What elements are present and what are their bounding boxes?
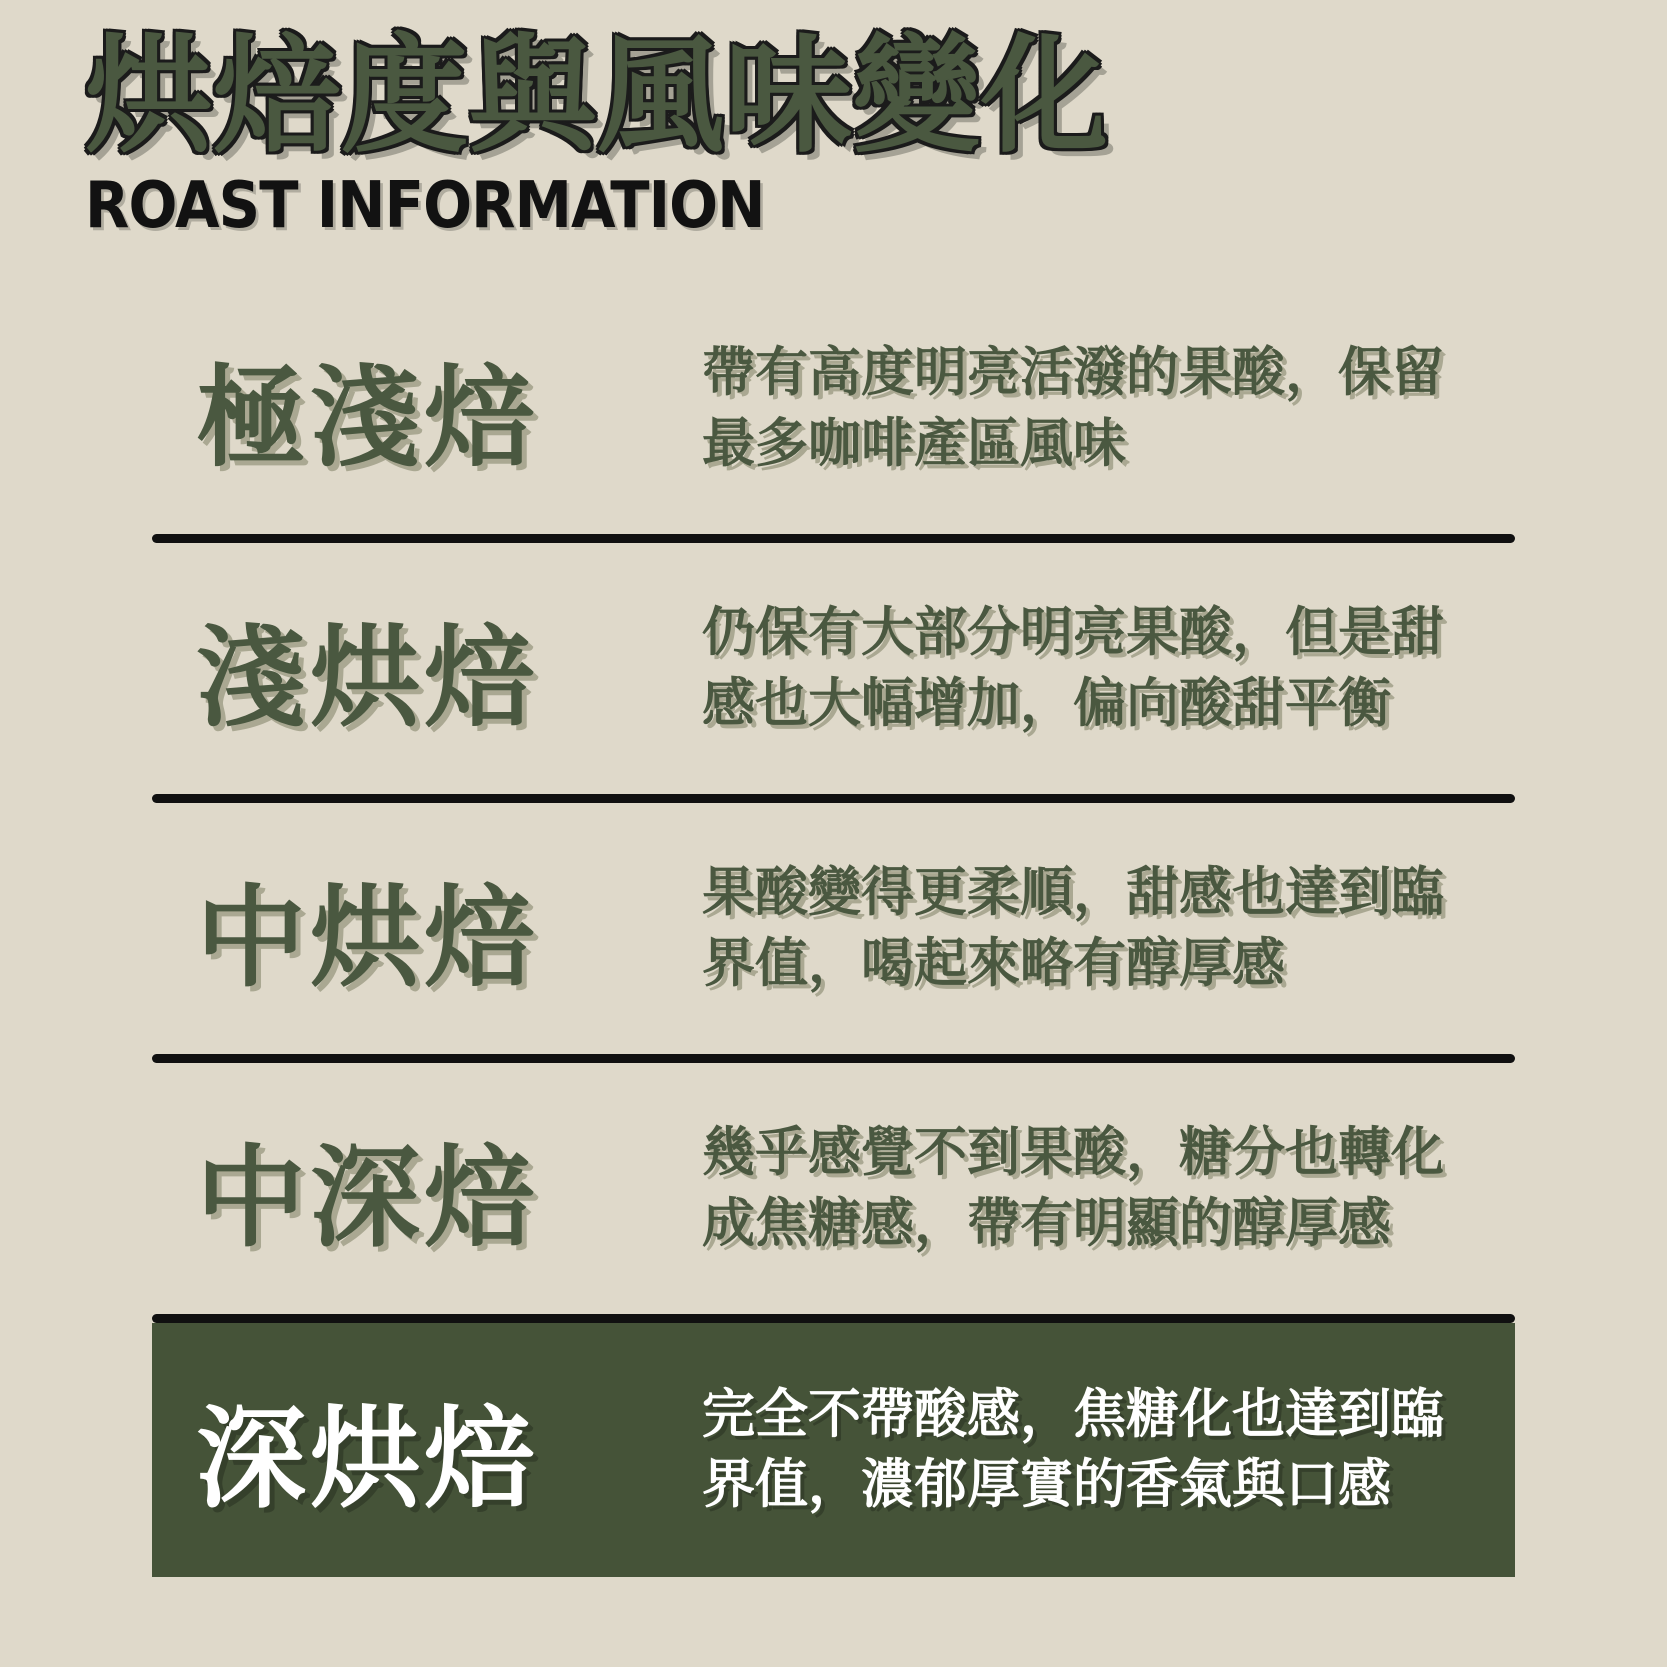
- row-divider: [152, 1054, 1515, 1063]
- roast-level-name: 中烘焙: [196, 873, 538, 1002]
- roast-level-name: 中深焙: [196, 1133, 538, 1262]
- roast-row-medium: [152, 803, 1515, 1054]
- roast-level-name: 淺烘焙: [196, 613, 538, 742]
- roast-row-medium-dark: [152, 1063, 1515, 1314]
- roast-level-description: 完全不帶酸感，焦糖化也達到臨界值，濃郁厚實的香氣與口感: [702, 1383, 1444, 1515]
- roast-row-extra-light: [152, 283, 1515, 534]
- roast-level-description: 仍保有大部分明亮果酸，但是甜感也大幅增加，偏向酸甜平衡: [702, 602, 1444, 734]
- roast-row-dark-highlighted: [152, 1323, 1515, 1577]
- row-divider: [152, 534, 1515, 543]
- roast-level-name: 深烘焙: [196, 1395, 538, 1523]
- row-divider: [152, 1314, 1515, 1323]
- roast-levels-table: [152, 283, 1515, 1577]
- header: [85, 22, 1110, 244]
- row-divider: [152, 794, 1515, 803]
- page-subtitle: ROAST INFORMATION: [85, 169, 765, 244]
- roast-level-description: 帶有高度明亮活潑的果酸，保留最多咖啡產區風味: [702, 342, 1444, 474]
- roast-level-description: 果酸變得更柔順，甜感也達到臨界值，喝起來略有醇厚感: [702, 862, 1444, 994]
- roast-level-description: 幾乎感覺不到果酸，糖分也轉化成焦糖感，帶有明顯的醇厚感: [702, 1122, 1444, 1254]
- roast-level-name: 極淺焙: [196, 353, 538, 482]
- roast-row-light: [152, 543, 1515, 794]
- page-title: 烘焙度與風味變化: [85, 22, 1110, 170]
